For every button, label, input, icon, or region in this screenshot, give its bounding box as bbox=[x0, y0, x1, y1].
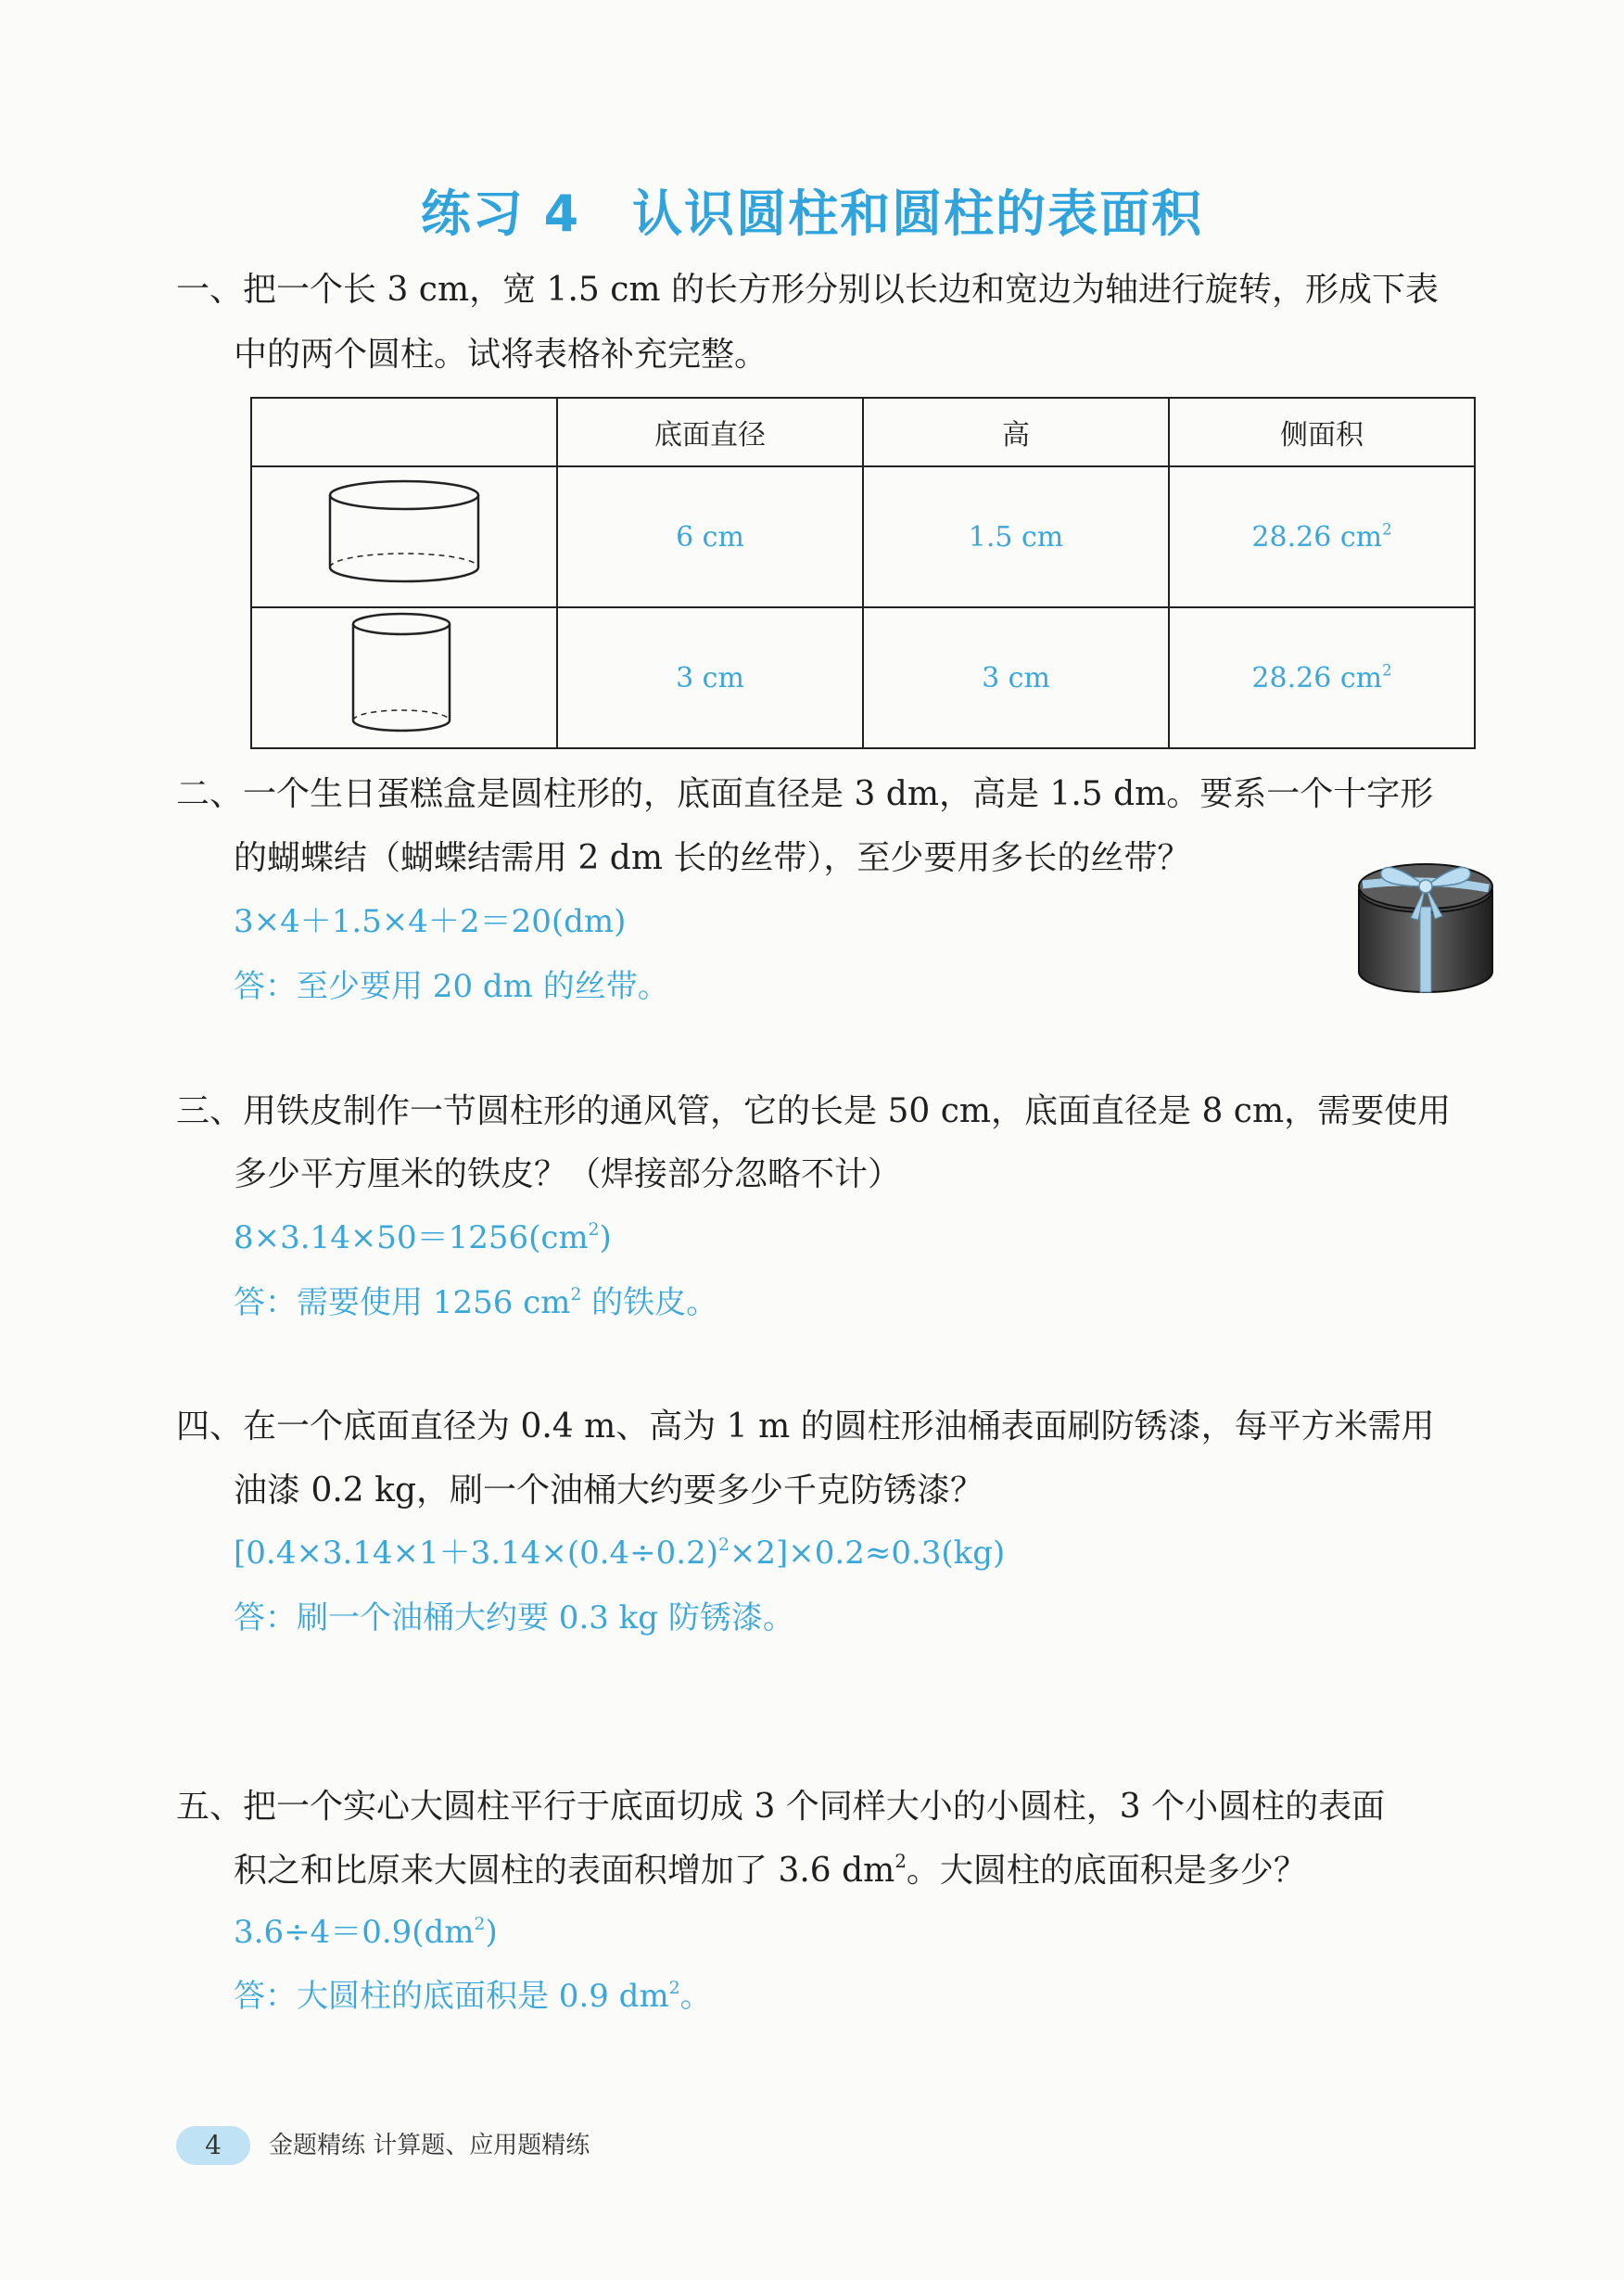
q4-answer: 答：刷一个油桶大约要 0.3 kg 防锈漆。 bbox=[234, 1599, 794, 1637]
q1-table bbox=[250, 397, 1476, 749]
q1-text-line1: 一、把一个长 3 cm，宽 1.5 cm 的长方形分别以长边和宽边为轴进行旋转，形成下表 bbox=[176, 271, 1439, 309]
row1-area bbox=[1169, 466, 1475, 607]
q3-text-line2: 多少平方厘米的铁皮？（焊接部分忽略不计） bbox=[234, 1155, 902, 1193]
table-header-empty bbox=[251, 398, 557, 466]
table-row bbox=[251, 607, 1475, 748]
q4-text-line2: 油漆 0.2 kg，刷一个油桶大约要多少千克防锈漆？ bbox=[234, 1471, 983, 1509]
row2-area bbox=[1169, 607, 1475, 748]
q3-calculation-end: ) bbox=[599, 1219, 612, 1256]
q5-calculation bbox=[234, 1909, 498, 1955]
header-lateral-area: 侧面积 bbox=[1169, 398, 1475, 466]
q2-text-line2: 的蝴蝶结（蝴蝶结需用 2 dm 长的丝带），至少要用多长的丝带？ bbox=[234, 839, 1191, 877]
header-height: 高 bbox=[863, 398, 1169, 466]
table-row bbox=[251, 466, 1475, 607]
q3-answer-main: 答：需要使用 1256 cm bbox=[234, 1284, 571, 1321]
q4-calculation-end: ×2]×0.2≈0.3(kg) bbox=[729, 1535, 1006, 1572]
footer-book-title: 金题精练 计算题、应用题精练 bbox=[269, 2132, 590, 2159]
q3-calculation bbox=[234, 1215, 612, 1261]
q3-answer bbox=[234, 1280, 717, 1326]
q4-text-line1: 四、在一个底面直径为 0.4 m、高为 1 m 的圆柱形油桶表面刷防锈漆，每平方米需用 bbox=[176, 1407, 1435, 1446]
q5-text-line2 bbox=[234, 1848, 1307, 1894]
q5-calculation-exponent: 2 bbox=[474, 1914, 486, 1934]
wide-cylinder-icon bbox=[321, 475, 488, 592]
row2-diameter: 3 cm bbox=[557, 607, 863, 748]
q5-answer-exponent: 2 bbox=[668, 1978, 680, 1998]
wide-cylinder-figure bbox=[251, 466, 557, 607]
q4-calculation-main: [0.4×3.14×1＋3.14×(0.4÷0.2) bbox=[234, 1535, 718, 1572]
tall-cylinder-figure bbox=[251, 607, 557, 748]
q4-calculation bbox=[234, 1530, 1005, 1576]
row1-area-value: 28.26 cm bbox=[1251, 520, 1383, 554]
page-number: 4 bbox=[176, 2126, 250, 2165]
row1-height: 1.5 cm bbox=[863, 466, 1169, 607]
q5-text-line2-end: 。大圆柱的底面积是多少？ bbox=[906, 1852, 1307, 1890]
row1-area-exponent: 2 bbox=[1382, 520, 1392, 539]
q5-answer-main: 答：大圆柱的底面积是 0.9 dm bbox=[234, 1978, 669, 2015]
q5-calculation-end: ) bbox=[485, 1914, 498, 1951]
q3-answer-exponent: 2 bbox=[570, 1284, 582, 1305]
q4-calculation-exponent: 2 bbox=[718, 1535, 730, 1555]
table-header-row bbox=[251, 398, 1475, 466]
q1-text-line2: 中的两个圆柱。试将表格补充完整。 bbox=[234, 336, 768, 374]
q3-answer-end: 的铁皮。 bbox=[581, 1284, 718, 1321]
q5-answer-end: 。 bbox=[679, 1978, 712, 2015]
q3-text-line1: 三、用铁皮制作一节圆柱形的通风管，它的长是 50 cm，底面直径是 8 cm，需要使用 bbox=[176, 1092, 1452, 1130]
q2-text-line1: 二、一个生日蛋糕盒是圆柱形的，底面直径是 3 dm，高是 1.5 dm。要系一个十字形 bbox=[176, 775, 1434, 813]
header-diameter: 底面直径 bbox=[557, 398, 863, 466]
q5-calculation-main: 3.6÷4＝0.9(dm bbox=[234, 1914, 475, 1951]
gift-box-icon bbox=[1351, 833, 1500, 1000]
q5-text-line2-main: 积之和比原来大圆柱的表面积增加了 3.6 dm bbox=[234, 1852, 895, 1890]
q2-answer: 答：至少要用 20 dm 的丝带。 bbox=[234, 968, 669, 1005]
q5-text-line2-exponent: 2 bbox=[894, 1851, 907, 1873]
row2-area-exponent: 2 bbox=[1382, 661, 1392, 680]
tall-cylinder-icon bbox=[344, 609, 464, 739]
row2-height: 3 cm bbox=[863, 607, 1169, 748]
q3-calculation-exponent: 2 bbox=[588, 1219, 600, 1240]
q5-answer bbox=[234, 1973, 712, 2019]
q5-text-line1: 五、把一个实心大圆柱平行于底面切成 3 个同样大小的小圆柱，3 个小圆柱的表面 bbox=[176, 1788, 1386, 1826]
q3-calculation-main: 8×3.14×50＝1256(cm bbox=[234, 1219, 589, 1256]
row1-diameter: 6 cm bbox=[557, 466, 863, 607]
q2-calculation: 3×4＋1.5×4＋2＝20(dm) bbox=[234, 903, 627, 940]
row2-area-value: 28.26 cm bbox=[1251, 661, 1383, 694]
page-title: 练习 4 认识圆柱和圆柱的表面积 bbox=[420, 185, 1204, 243]
